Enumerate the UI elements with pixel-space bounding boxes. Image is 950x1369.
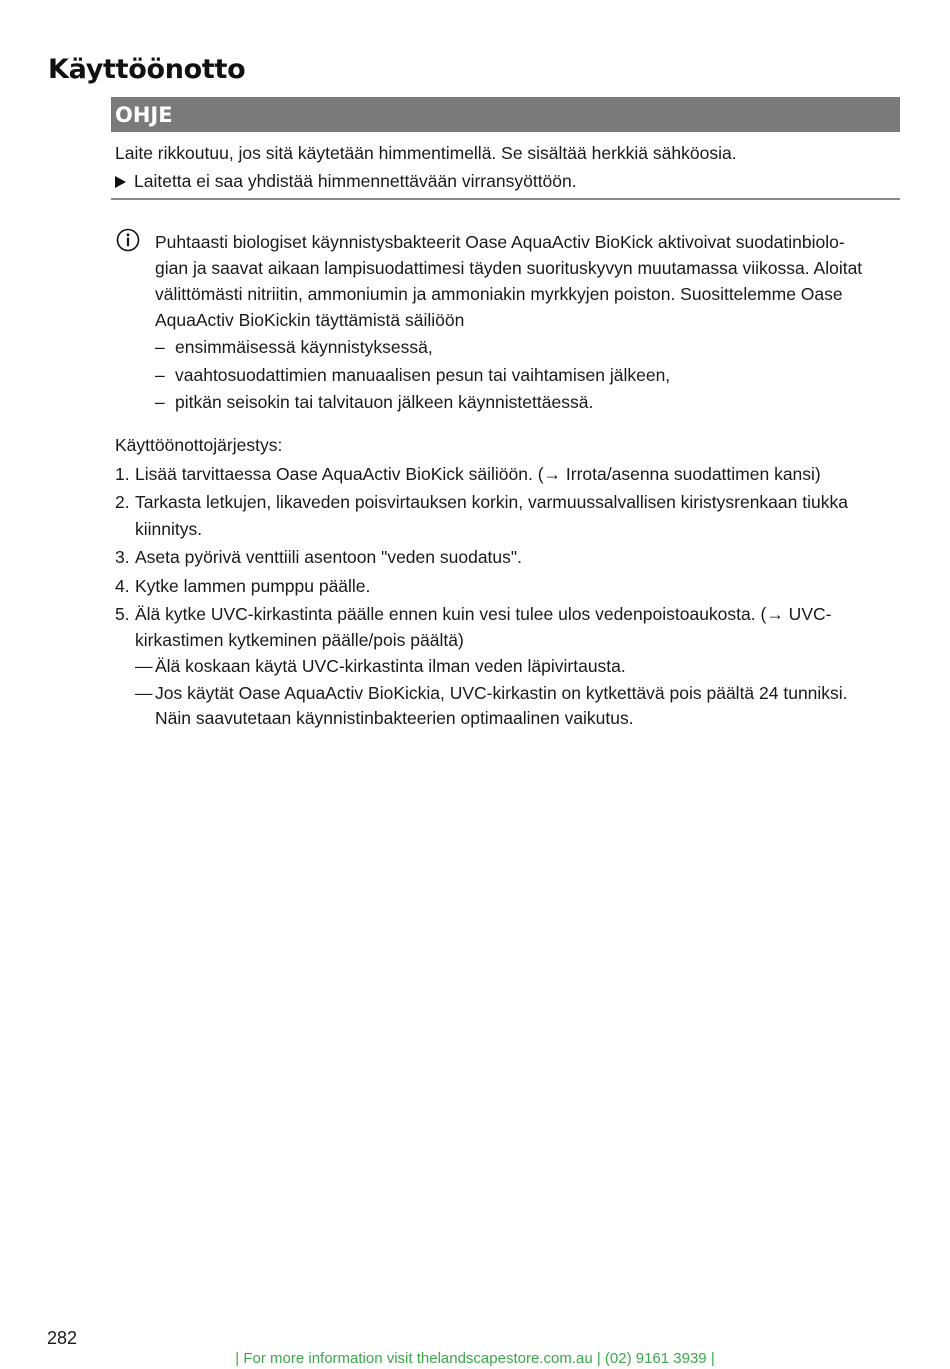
step-text: Älä kytke UVC-kirkastinta päälle ennen kuin vesi tulee ulos vedenpoistoaukosta. (→ UVC- (135, 604, 832, 624)
triangle-bullet-icon (115, 176, 126, 188)
step-number: 5. (115, 604, 130, 624)
step-text: Aseta pyörivä venttiili asentoon "veden suodatus". (135, 547, 522, 567)
step-text: Tarkasta letkujen, likaveden poisvirtauksen korkin, varmuussalvallisen kiristysrenkaan tiukka (135, 492, 848, 512)
sub-bullet-text: Jos käytät Oase AquaActiv BioKickia, UVC-kirkastin on kytkettävä pois päältä 24 tunniksi. (155, 683, 848, 703)
info-bullet: pitkän seisokin tai talvitauon jälkeen käynnistettäessä. (175, 392, 594, 412)
notice-action-text: Laitetta ei saa yhdistää himmennettävään virransyöttöön. (134, 171, 577, 191)
notice-divider (111, 198, 900, 200)
step-number: 3. (115, 547, 130, 567)
step-text: kiinnitys. (135, 519, 203, 539)
step-text: kirkastimen kytkeminen päälle/pois päältä) (135, 630, 464, 650)
notice-action (115, 171, 577, 192)
step-number: 4. (115, 576, 130, 596)
sub-bullet-text: Älä koskaan käytä UVC-kirkastinta ilman veden läpivirtausta. (155, 656, 626, 676)
step-number: 1. (115, 464, 130, 484)
dash-bullet-icon: – (155, 392, 165, 412)
info-line: gian ja saavat aikaan lampisuodattimesi täyden suorituskyvyn muutamassa viikossa. Aloitat (155, 258, 863, 278)
page-number: 282 (47, 1328, 78, 1348)
dash-bullet-icon: — (135, 683, 153, 703)
step-text: Kytke lammen pumppu päälle. (135, 576, 371, 596)
step-text: Lisää tarvittaessa Oase AquaActiv BioKick säiliöön. (→ Irrota/asenna suodattimen kansi) (135, 464, 821, 484)
footer-contact: | For more information visit thelandscapestore.com.au | (02) 9161 3939 | (235, 1350, 715, 1367)
dash-bullet-icon: – (155, 337, 165, 357)
info-line: välittömästi nitriitin, ammoniumin ja ammoniakin myrkkyjen poiston. Suosittelemme Oase (155, 284, 843, 304)
notice-header: OHJE (111, 97, 900, 132)
notice-text: Laite rikkoutuu, jos sitä käytetään himmentimellä. Se sisältää herkkiä sähköosia. (115, 143, 737, 163)
step-number: 2. (115, 492, 130, 512)
page-title: Käyttöönotto (48, 54, 246, 85)
dash-bullet-icon: — (135, 656, 153, 676)
info-bullet: vaahtosuodattimien manuaalisen pesun tai vaihtamisen jälkeen, (175, 365, 671, 385)
info-bullet: ensimmäisessä käynnistyksessä, (175, 337, 433, 357)
info-line: AquaActiv BioKickin täyttämistä säiliöön (155, 310, 465, 330)
dash-bullet-icon: – (155, 365, 165, 385)
info-line: Puhtaasti biologiset käynnistysbakteerit Oase AquaActiv BioKick aktivoivat suodatinbiolo- (155, 232, 845, 252)
info-icon (116, 228, 140, 252)
sub-bullet-text: Näin saavutetaan käynnistinbakteerien optimaalinen vaikutus. (155, 708, 634, 728)
sequence-heading: Käyttöönottojärjestys: (115, 435, 283, 455)
